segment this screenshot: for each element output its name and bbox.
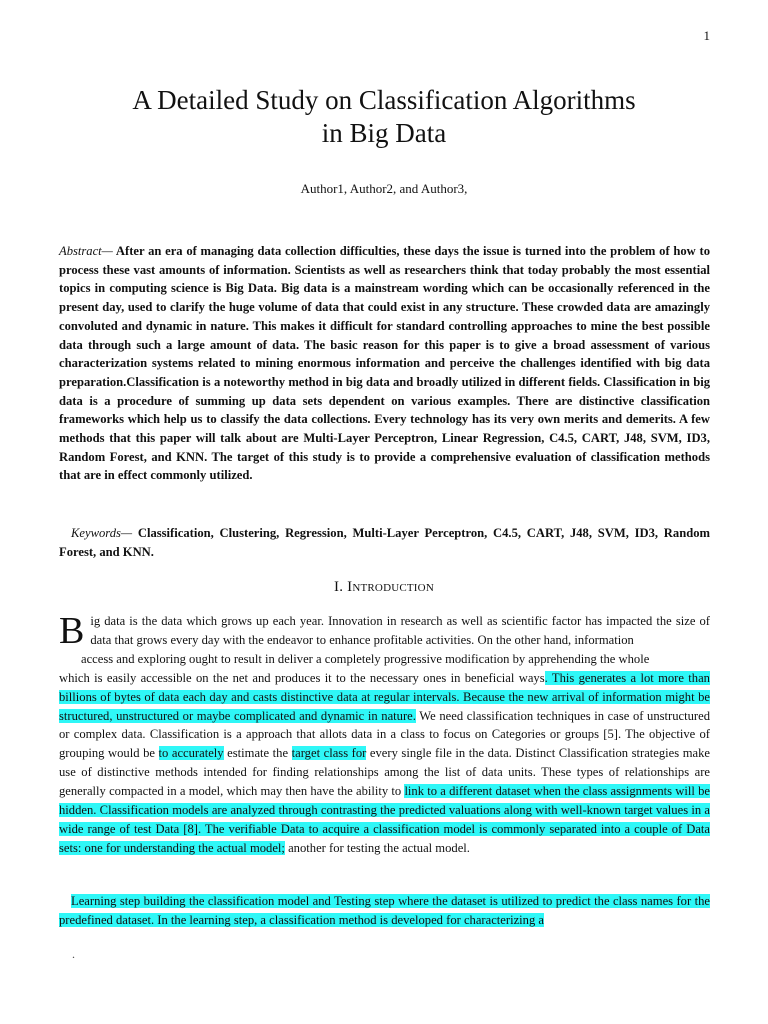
abstract-text: After an era of managing data collection difficulties, these days the issue is turned into the problem of how to process these vast amounts of information. Scientists as well as researchers think that today probably the most essential topics in computing science is Big Data. Big data is a mainstream wording which can be occasionally referenced in the present day, used to clarify the huge volume of data that could exist in any structure. These crowded data are amazingly convoluted and dynamic in nature. This makes it difficult for standard controlling approaches to mine the best possible data through such a large amount of data. The basic reason for this paper is to give a broad assessment of various characterization systems related to mining enormous information and perceive the challenges identified with big data preparation.Classification is a noteworthy method in big data and broadly utilized in different fields. Classification in big data is a procedure of summing up data sets dependent on various examples. There are distinctive classification frameworks which help us to classify the data collections. Every technology has its very own merits and demerits. A few methods that this paper will talk about are Multi-Layer Perceptron, Linear Regression, C4.5, CART, J48, SVM, ID3, Random Forest, and KNN. The target of this study is to provide a comprehensive evaluation of classification methods that are in effect commonly utilized. [59,244,710,483]
intro-text-4: every single file in the data. Distinct Classification strategies make use of distinctive methods intended for finding relationships among the list of data units. These types of relationships are generally compacted in a model, which may then have the ability to [59,746,710,799]
page-number: 1 [703,28,710,43]
paper-title [0,84,768,150]
learning-step-paragraph [59,892,710,930]
highlight-4: link to a different dataset when the class assignments will be hidden. Classification models are analyzed through contrasting the predicted valuations along with well-known target values in a wide range of test Data [8]. The verifiable Data to acquire a classification model is commonly separated into a couple of Data sets: one for understanding the actual model; [59,784,710,855]
highlight-5: Learning step building the classification model and Testing step where the dataset is utilized to predict the class names for the predefined dataset. In the learning step, a classification method is developed for characterizing a [59,894,710,927]
highlight-3: target class for [291,746,367,761]
title-line-1: A Detailed Study on Classification Algorithms [132,85,636,115]
intro-indented-line: access and exploring ought to result in deliver a completely progressive modification by apprehending the whole [81,651,650,666]
footer-mark: . [72,947,75,961]
keywords [59,524,710,561]
keywords-text: Classification, Clustering, Regression, Multi-Layer Perceptron, C4.5, CART, J48, SVM, ID3, Random Forest, and KNN. [59,526,710,559]
section-numeral: I. [334,579,344,595]
title-line-2: in Big Data [321,118,447,148]
highlight-2: to accurately [158,746,224,761]
abstract-label: Abstract— [59,244,113,258]
abstract [59,242,710,485]
section-title: Introduction [347,579,434,595]
section-heading [0,579,768,596]
author-list: Author1, Author2, and Author3, [300,181,468,196]
intro-text-2: We need classification techniques in case of unstructured or complex data. Classification is a approach that allots data in a class to focus on Categories or groups [5]. The objective of grouping would be [59,708,711,761]
intro-text-5: another for testing the actual model. [284,840,470,855]
keywords-label: Keywords— [71,526,133,540]
intro-text-3: estimate the [223,746,292,761]
intro-text-1: which is easily accessible on the net and produces it to the necessary ones in beneficial ways [59,670,545,685]
intro-first-line: ig data is the data which grows up each year. Innovation in research as well as scientific factor has impacted the size of data that grows every day with the endeavor to enhance profitable activities. On the other hand, information [90,614,710,647]
highlight-1: . This generates a lot more than billions of bytes of data each day and casts distinctive data at regular intervals. Because the new arrival of information might be structured, unstructured or maybe complicated and dynamic in nature. [59,670,710,723]
drop-cap: B [59,610,85,652]
introduction-paragraph [59,612,710,858]
